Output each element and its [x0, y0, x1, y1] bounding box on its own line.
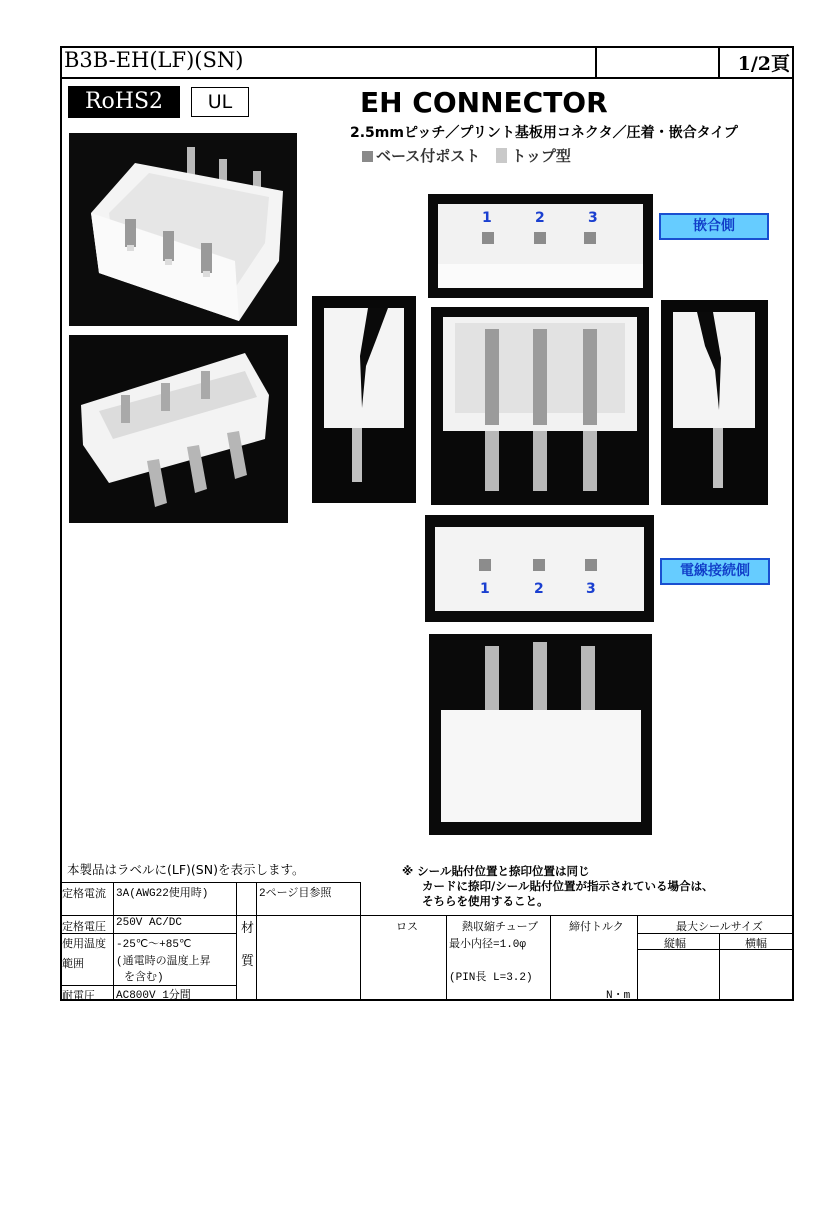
tube-min-diameter: 最小内径=1.0φ: [449, 939, 527, 951]
view-side-left: [312, 296, 416, 503]
temp-range-label-2: 範囲: [62, 959, 84, 971]
pin-label-1: 1: [480, 581, 490, 597]
seal-note: [402, 864, 713, 909]
col-seal-width: 横幅: [745, 939, 767, 951]
photo-isometric-bottom: [69, 335, 288, 523]
temp-range-label-1: 使用温度: [62, 939, 106, 951]
tag-base-post: ベース付ポスト: [376, 147, 481, 165]
gray-bar-icon: [496, 148, 507, 163]
divider: [595, 46, 597, 77]
rohs-badge: RoHS2: [68, 86, 180, 118]
view-side-right: [661, 300, 768, 505]
ul-badge: UL: [191, 87, 249, 117]
page-number: 1/2頁: [737, 53, 790, 75]
view-wire-side: [425, 515, 654, 622]
gray-square-icon: [362, 151, 373, 162]
col-tightening-torque: 締付トルク: [569, 922, 624, 934]
mating-side-label: 嵌合側: [659, 213, 769, 240]
part-number: B3B-EH(LF)(SN): [64, 48, 244, 72]
temp-range-value-3: を含む): [124, 972, 164, 984]
title-block: [60, 46, 794, 79]
product-tags: [362, 145, 571, 166]
photo-isometric-top: [69, 133, 297, 326]
temp-range-value-1: -25℃～+85℃: [116, 939, 192, 951]
seal-note-line-1: ※ シール貼付位置と捺印位置は同じ: [402, 864, 590, 878]
pin-label-1: 1: [482, 210, 492, 226]
label-note: 本製品はラベルに(LF)(SN)を表示します。: [67, 862, 305, 877]
seal-note-line-2: カードに捺印/シール貼付位置が指示されている場合は、: [422, 879, 714, 893]
product-subtitle: 2.5mmピッチ／プリント基板用コネクタ／圧着・嵌合タイプ: [350, 125, 738, 141]
temp-range-value-2: (通電時の温度上昇: [116, 956, 211, 968]
pin-label-2: 2: [534, 581, 544, 597]
view-back: [429, 634, 652, 835]
wire-side-label: 電線接続側: [660, 558, 770, 585]
pin-label-2: 2: [535, 210, 545, 226]
pin-label-3: 3: [588, 210, 598, 226]
rated-voltage-value: 250V AC/DC: [116, 917, 183, 929]
material-label-2: 質: [241, 954, 255, 969]
seal-note-line-3: そちらを使用すること。: [422, 894, 549, 908]
view-front: [431, 307, 649, 505]
col-heat-shrink-tube: 熱収縮チューブ: [462, 922, 539, 934]
rated-voltage-label: 定格電圧: [62, 922, 106, 934]
rated-current-label: 定格電流: [62, 889, 106, 901]
col-seal-height: 縦幅: [664, 939, 686, 951]
withstand-voltage-value: AC800V 1分間: [116, 990, 191, 1002]
tube-pin-length: (PIN長 L=3.2): [449, 972, 533, 984]
product-name: EH CONNECTOR: [360, 86, 608, 119]
material-reference: 2ページ目参照: [259, 888, 332, 900]
tag-top-type: トップ型: [511, 147, 571, 165]
withstand-voltage-label: 耐電圧: [62, 991, 95, 1003]
rated-current-value: 3A(AWG22使用時): [116, 888, 209, 900]
material-label-1: 材: [241, 921, 255, 936]
torque-unit: N・m: [606, 990, 631, 1002]
divider: [718, 46, 720, 77]
col-lot: ロス: [396, 922, 418, 934]
pin-label-3: 3: [586, 581, 596, 597]
col-max-seal-size: 最大シールサイズ: [676, 922, 763, 934]
